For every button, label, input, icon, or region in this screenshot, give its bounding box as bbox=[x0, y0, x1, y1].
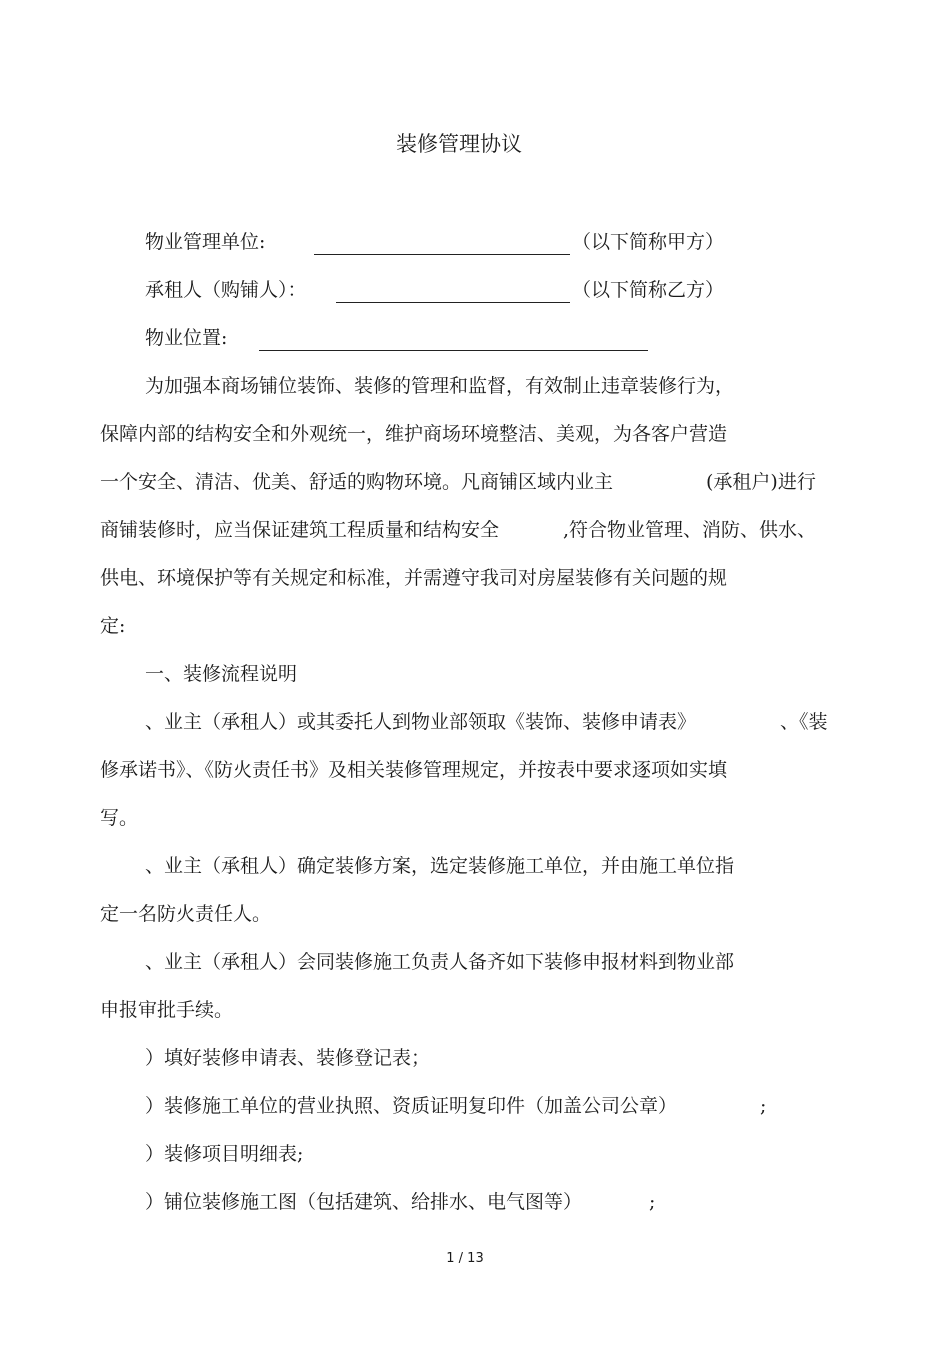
intro-line: (承租户)进行 bbox=[706, 471, 816, 493]
intro-line: 定: bbox=[100, 615, 126, 637]
material-subitem: ; bbox=[649, 1191, 656, 1213]
field-label-property-location: 物业位置: bbox=[145, 327, 228, 349]
section-heading: 一、装修流程说明 bbox=[145, 663, 298, 685]
blank-line-property-manager bbox=[314, 254, 570, 255]
document-title: 装修管理协议 bbox=[396, 132, 522, 156]
blank-line-tenant bbox=[336, 302, 570, 303]
process-item-line: 、《装 bbox=[780, 711, 828, 733]
material-subitem: ）铺位装修施工图（包括建筑、给排水、电气图等） bbox=[145, 1191, 583, 1213]
process-item-line: 、业主（承租人）或其委托人到物业部领取《装饰、装修申请表》 bbox=[145, 711, 697, 733]
process-item-line: 写。 bbox=[100, 807, 139, 829]
intro-line: ,符合物业管理、消防、供水、 bbox=[563, 519, 817, 541]
material-subitem: ; bbox=[760, 1095, 767, 1117]
intro-line: 为加强本商场铺位装饰、装修的管理和监督，有效制止违章装修行为， bbox=[145, 375, 735, 397]
field-suffix-party-b: （以下简称乙方） bbox=[572, 279, 725, 301]
process-item-line: 修承诺书》、《防火责任书》及相关装修管理规定，并按表中要求逐项如实填 bbox=[100, 759, 728, 781]
process-item-line: 、业主（承租人）会同装修施工负责人备齐如下装修申报材料到物业部 bbox=[145, 951, 735, 973]
intro-line: 商铺装修时，应当保证建筑工程质量和结构安全 bbox=[100, 519, 500, 541]
intro-line: 保障内部的结构安全和外观统一，维护商场环境整洁、美观，为各客户营造 bbox=[100, 423, 728, 445]
field-label-property-manager: 物业管理单位: bbox=[145, 231, 266, 253]
material-subitem: ）装修施工单位的营业执照、资质证明复印件（加盖公司公章） bbox=[145, 1095, 678, 1117]
process-item-line: 申报审批手续。 bbox=[100, 999, 234, 1021]
field-suffix-party-a: （以下简称甲方） bbox=[572, 231, 725, 253]
page-number: 1 / 13 bbox=[446, 1251, 484, 1266]
material-subitem: ）装修项目明细表; bbox=[145, 1143, 304, 1165]
intro-line: 供电、环境保护等有关规定和标准，并需遵守我司对房屋装修有关问题的规 bbox=[100, 567, 728, 589]
blank-line-property-location bbox=[259, 350, 648, 351]
material-subitem: ）填好装修申请表、装修登记表； bbox=[145, 1047, 431, 1069]
process-item-line: 定一名防火责任人。 bbox=[100, 903, 272, 925]
process-item-line: 、业主（承租人）确定装修方案，选定装修施工单位，并由施工单位指 bbox=[145, 855, 735, 877]
intro-line: 一个安全、清洁、优美、舒适的购物环境。凡商铺区域内业主 bbox=[100, 471, 614, 493]
field-label-tenant: 承租人（购铺人）： bbox=[145, 279, 307, 301]
